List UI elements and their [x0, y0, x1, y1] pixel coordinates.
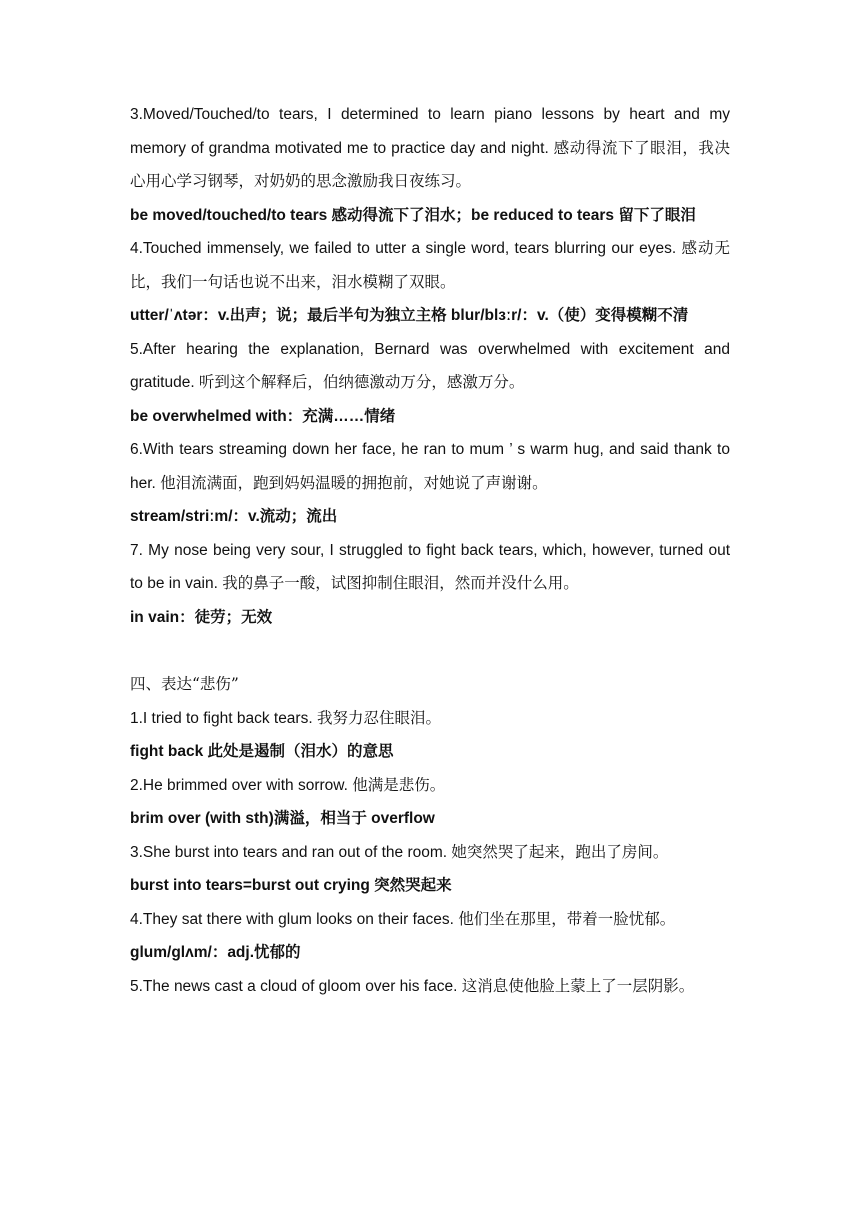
- section-heading: 四、表达“悲伤”: [130, 675, 239, 693]
- example-sentence: 4.Touched immensely, we failed to utter a single word, tears blurring our eyes. 感动无比，我们一句话也说不出来，泪水模糊了双眼。: [130, 240, 730, 291]
- example-sentence: 5.The news cast a cloud of gloom over his face. 这消息使他脸上蒙上了一层阴影。: [130, 977, 695, 995]
- document-page: [130, 98, 730, 1003]
- vocab-note: stream/striːm/：v.流动；流出: [130, 508, 338, 525]
- vocab-note: fight back 此处是遏制（泪水）的意思: [130, 743, 394, 760]
- vocab-note: in vain：徒劳；无效: [130, 608, 273, 626]
- example-sentence: 7. My nose being very sour, I struggled to fight back tears, which, however, turned out to be in vain. 我的鼻子一酸，试图抑制住眼泪，然而并没什么用。: [130, 541, 730, 592]
- section-gap: [130, 634, 730, 668]
- example-sentence: 3.Moved/Touched/to tears, I determined to learn piano lessons by heart and my memory of grandma motivated me to practice day and night. 感动得流下了眼泪，我决心用心学习钢琴，对奶奶的思念激励我日夜练习。: [130, 106, 730, 190]
- example-sentence: 5.After hearing the explanation, Bernard was overwhelmed with excitement and gratitude. 听到这个解释后，伯纳德激动万分，感激万分。: [130, 340, 730, 391]
- example-sentence: 4.They sat there with glum looks on their faces. 他们坐在那里，带着一脸忧郁。: [130, 910, 676, 928]
- vocab-note: burst into tears=burst out crying 突然哭起来: [130, 877, 452, 894]
- example-sentence: 2.He brimmed over with sorrow. 他满是悲伤。: [130, 776, 446, 794]
- vocab-note: be moved/touched/to tears 感动得流下了泪水；be reduced to tears 留下了眼泪: [130, 206, 696, 224]
- example-sentence: 6.With tears streaming down her face, he ran to mum ’ s warm hug, and said thank to her. 他泪流满面，跑到妈妈温暖的拥抱前，对她说了声谢谢。: [130, 441, 730, 492]
- vocab-note: be overwhelmed with：充满……情绪: [130, 407, 396, 425]
- example-sentence: 1.I tried to fight back tears. 我努力忍住眼泪。: [130, 709, 441, 727]
- vocab-note: glum/glʌm/：adj.忧郁的: [130, 944, 301, 961]
- vocab-note: utter/ˈʌtər：v.出声；说；最后半句为独立主格 blur/blɜːr/：v.（使）变得模糊不清: [130, 307, 689, 324]
- example-sentence: 3.She burst into tears and ran out of the room. 她突然哭了起来，跑出了房间。: [130, 843, 669, 861]
- vocab-note: brim over (with sth)满溢，相当于 overflow: [130, 810, 435, 827]
